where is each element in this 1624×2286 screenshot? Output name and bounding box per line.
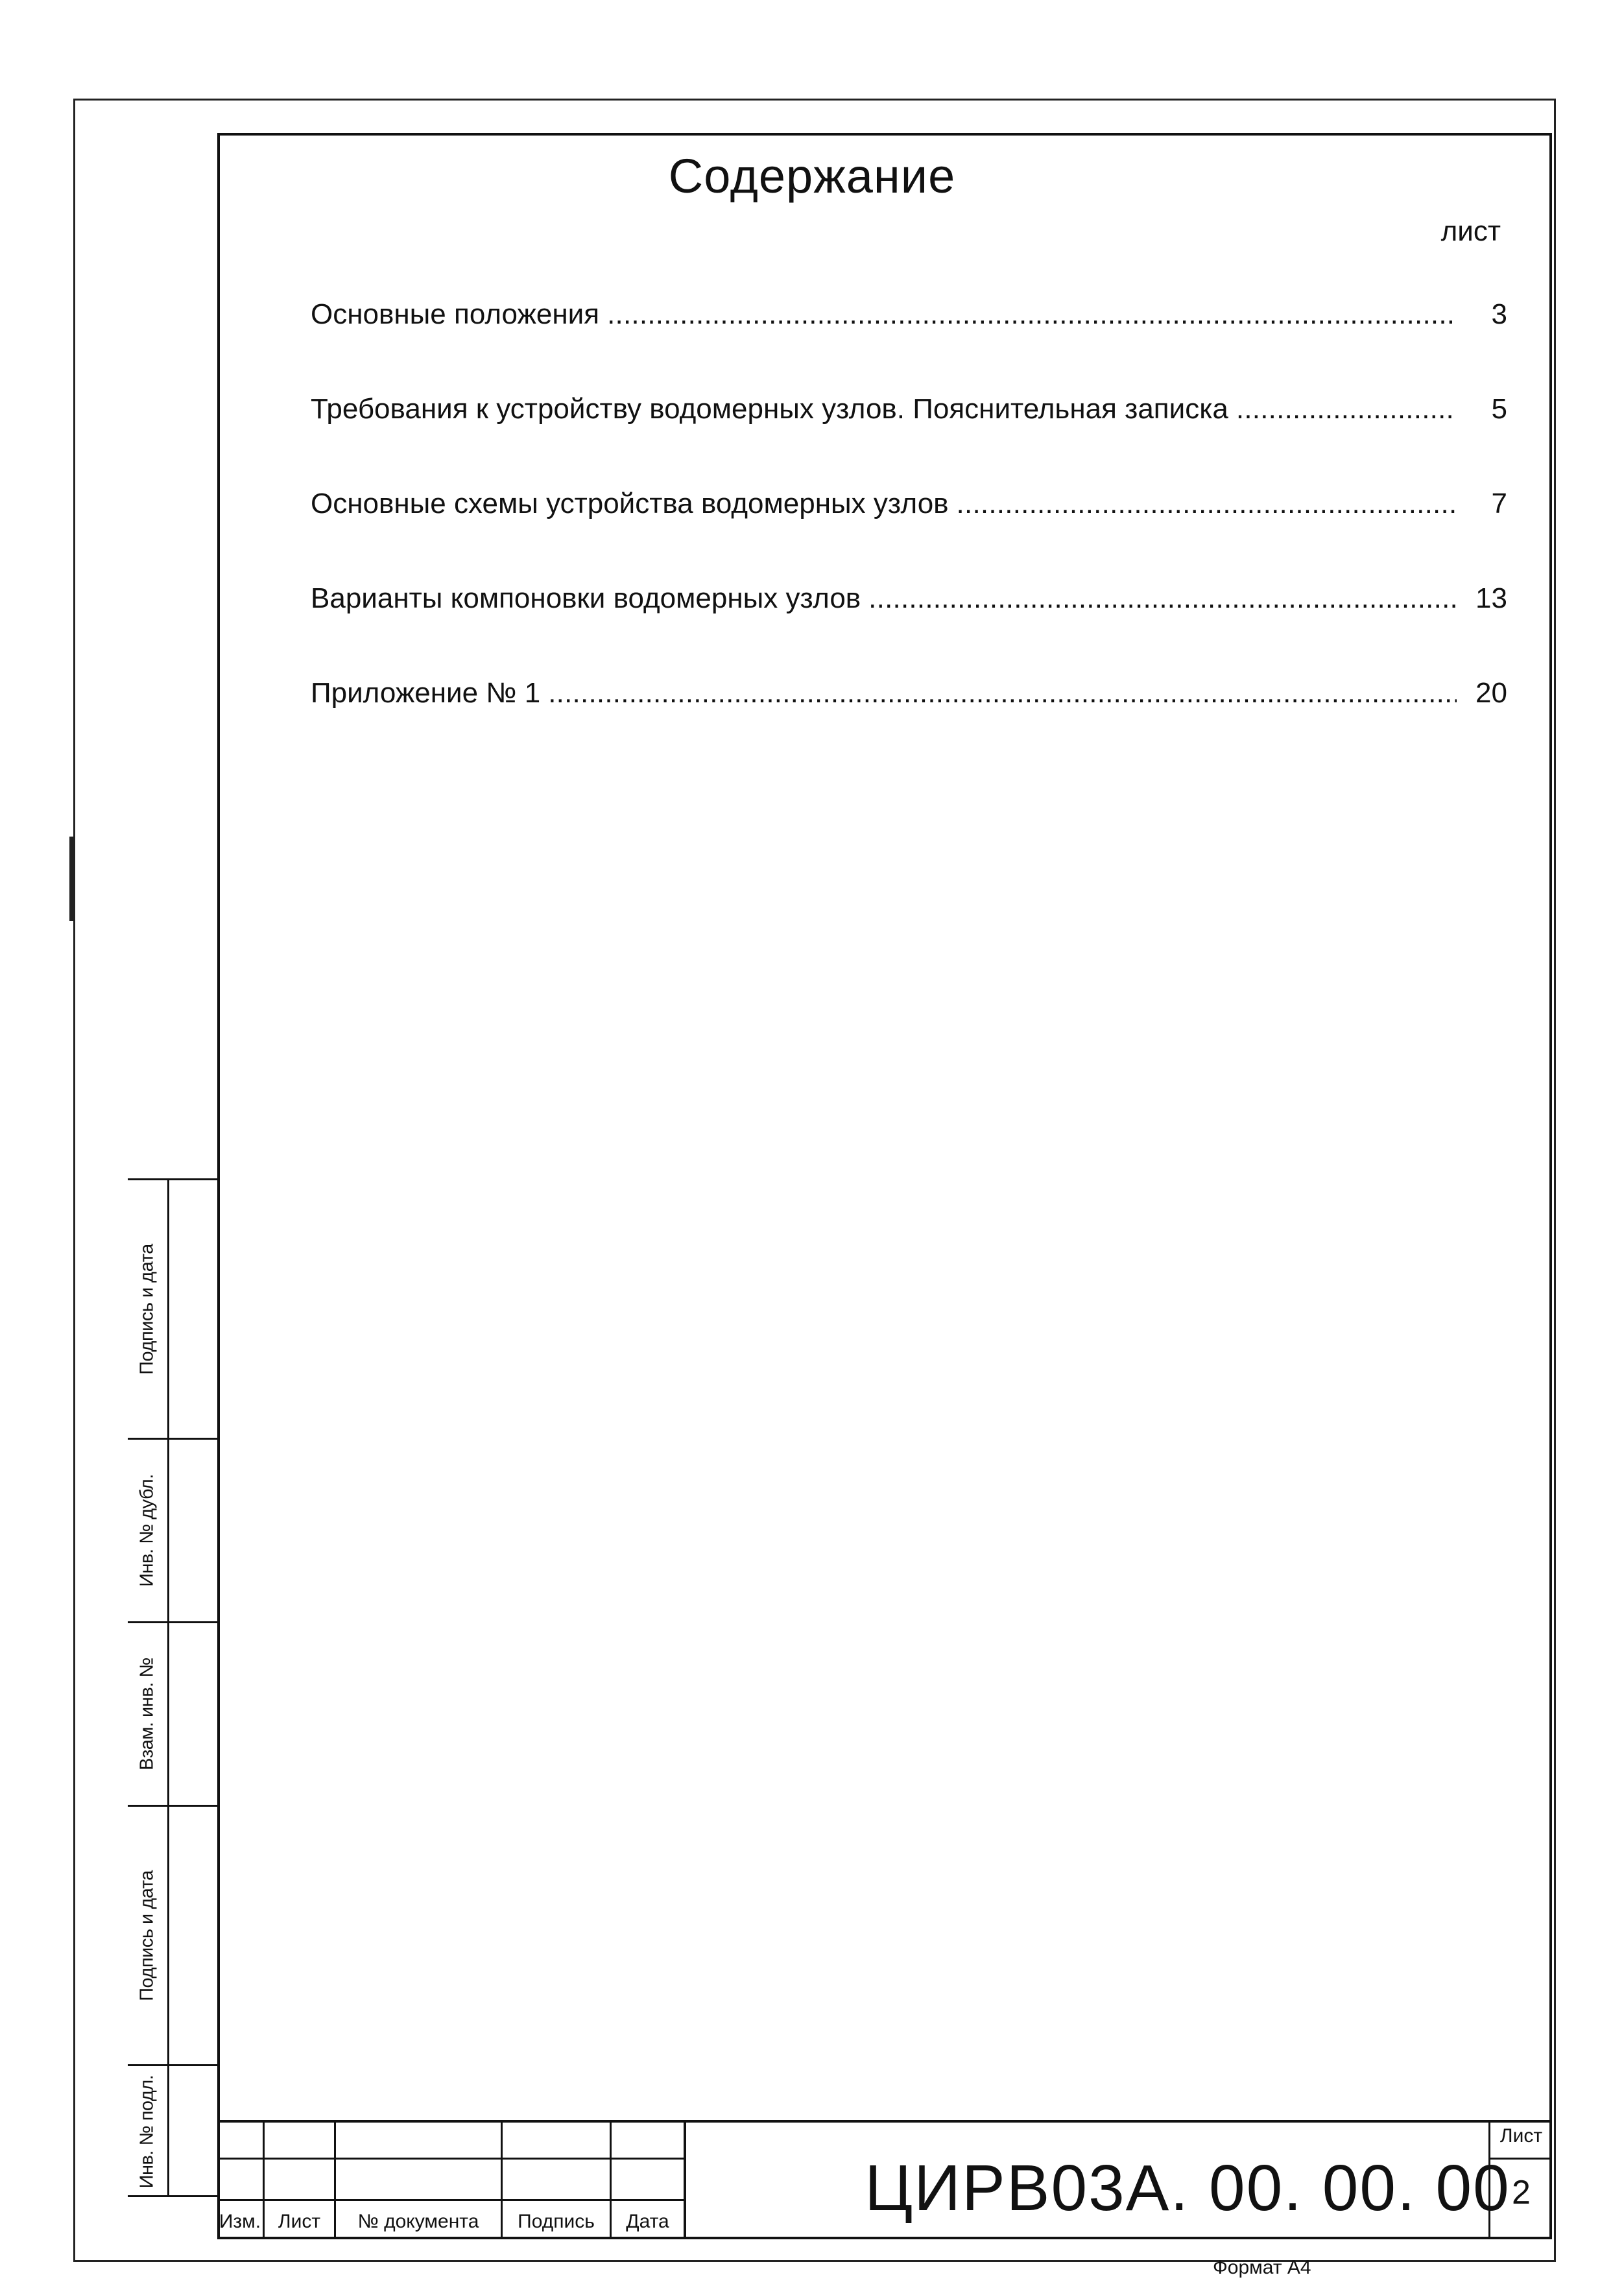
side-stamp-cell	[128, 1621, 217, 1805]
left-margin-tick	[69, 837, 73, 921]
side-stamp-label: Инв. № дубл.	[136, 1474, 158, 1587]
sheet-column-label: лист	[1440, 215, 1501, 247]
sheet-label: Лист	[1499, 2125, 1543, 2147]
toc-entry[interactable]	[311, 488, 1507, 582]
side-stamp-label: Инв. № подл.	[136, 2075, 158, 2189]
toc-entry-text: Варианты компоновки водомерных узлов	[311, 582, 861, 614]
column-header-document-number: № документа	[357, 2211, 479, 2232]
side-stamp-divider	[167, 1178, 169, 2197]
toc-entry[interactable]	[311, 298, 1507, 393]
title-block-grid-line	[217, 2158, 686, 2160]
toc-leader-dots	[957, 488, 1457, 520]
side-stamp-cell	[128, 1178, 217, 1438]
page-title: Содержание	[668, 149, 956, 203]
side-stamp-bottom-line	[128, 2195, 217, 2197]
toc-entry-text: Требования к устройству водомерных узлов. Пояснительная записка	[311, 393, 1228, 425]
toc-entry-text: Приложение № 1	[311, 677, 541, 709]
toc-entry-page: 5	[1491, 393, 1507, 425]
side-stamp-label: Взам. инв. №	[136, 1658, 158, 1770]
sheet-number: 2	[1512, 2174, 1531, 2211]
toc-leader-dots	[607, 298, 1457, 331]
table-of-contents	[311, 298, 1507, 772]
toc-leader-dots	[868, 582, 1457, 615]
column-header-revision: Изм.	[219, 2211, 261, 2232]
toc-entry[interactable]	[311, 582, 1507, 677]
title-block-top-line	[217, 2120, 1552, 2123]
toc-leader-dots	[1236, 393, 1457, 425]
side-stamp	[128, 1178, 217, 2197]
toc-entry-page: 20	[1475, 677, 1507, 709]
title-block-grid-line	[217, 2199, 686, 2201]
toc-entry-page: 7	[1491, 488, 1507, 519]
title-block	[217, 2120, 1552, 2239]
column-header-date: Дата	[626, 2211, 669, 2232]
side-stamp-cell	[128, 1438, 217, 1621]
format-label: Формат А4	[1213, 2257, 1311, 2278]
column-header-sheet: Лист	[278, 2211, 321, 2232]
side-stamp-cell	[128, 2064, 217, 2197]
toc-leader-dots	[548, 677, 1457, 709]
toc-entry[interactable]	[311, 393, 1507, 488]
column-header-signature: Подпись	[518, 2211, 595, 2232]
toc-entry-page: 3	[1491, 298, 1507, 330]
side-stamp-label: Подпись и дата	[136, 1243, 158, 1375]
toc-entry[interactable]	[311, 677, 1507, 772]
side-stamp-label: Подпись и дата	[136, 1870, 158, 2001]
side-stamp-cell	[128, 1805, 217, 2064]
toc-entry-text: Основные положения	[311, 298, 600, 330]
document-code: ЦИРВ03А. 00. 00. 00	[865, 2152, 1511, 2224]
toc-entry-text: Основные схемы устройства водомерных узлов	[311, 488, 949, 519]
toc-entry-page: 13	[1475, 582, 1507, 614]
